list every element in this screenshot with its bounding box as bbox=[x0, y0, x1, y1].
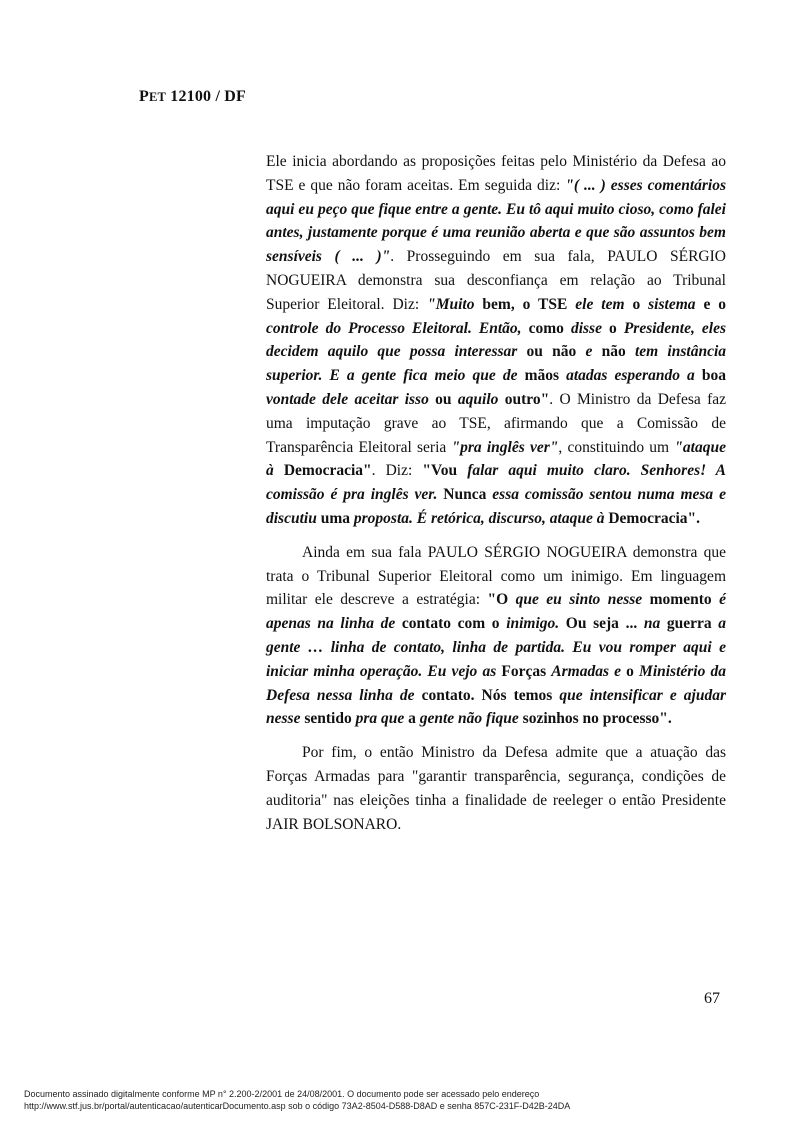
text-run: pra que bbox=[355, 710, 409, 728]
text-run: . O Ministro da Defesa faz uma imputação grave ao TSE, afirmando que a Comissão de Transparência Eleitoral seria bbox=[266, 390, 727, 456]
text-run: a gente … linha de contato, linha de partida. Eu vou romper aqui e iniciar minha operação. Eu vejo as bbox=[266, 615, 726, 680]
paragraph-2 bbox=[266, 541, 726, 731]
text-run: Ou seja ... bbox=[565, 615, 644, 633]
text-run: o bbox=[609, 319, 624, 337]
footer-line-2: http://www.stf.jus.br/portal/autenticacao/autenticarDocumento.asp sob o código 73A2-8504-D588-D8AD e senha 857C-231F-D42B-24DA bbox=[24, 1101, 571, 1111]
text-run: bem, o TSE bbox=[482, 295, 576, 313]
text-run: a bbox=[408, 710, 420, 728]
text-run: aquilo bbox=[457, 390, 505, 408]
text-run: contato com o bbox=[401, 615, 507, 633]
text-run: que eu sinto nesse bbox=[515, 591, 650, 609]
text-run: "Vou bbox=[422, 462, 468, 480]
text-run: sistema bbox=[648, 295, 704, 313]
text-run: na bbox=[643, 615, 667, 633]
text-run: sentido bbox=[304, 710, 356, 728]
text-run: controle do Processo Eleitoral. Então, bbox=[266, 319, 529, 337]
text-run: "pra inglês ver" bbox=[451, 438, 559, 456]
text-run: atadas esperando a bbox=[566, 367, 702, 385]
document-body bbox=[266, 150, 726, 836]
text-run: não bbox=[601, 343, 635, 361]
text-run: que intensificar e ajudar nesse bbox=[266, 686, 726, 728]
text-run: Democracia". bbox=[608, 509, 701, 527]
text-run: ele tem bbox=[575, 295, 633, 313]
paragraph-1 bbox=[266, 150, 726, 531]
text-run: mãos bbox=[524, 367, 567, 385]
case-header bbox=[139, 88, 246, 106]
text-run: "Muito bbox=[427, 295, 483, 313]
text-run: Presidente, eles decidem aquilo que possa interessar bbox=[266, 319, 727, 361]
text-run: Forças bbox=[501, 662, 552, 680]
text-run: , constituindo um bbox=[558, 438, 675, 456]
text-run: gente não fique bbox=[419, 710, 523, 728]
text-run: é apenas na linha de bbox=[266, 591, 726, 633]
text-run: contato. Nós temos bbox=[421, 686, 560, 704]
text-run: . Prosseguindo em sua fala, PAULO SÉRGIO NOGUEIRA demonstra sua desconfiança em relação ao Tribunal Superior Eleitoral. Diz: bbox=[266, 248, 726, 313]
text-run: Por fim, o então Ministro da Defesa admite que a atuação das Forças Armadas para "garantir transparência, segurança, condições de auditoria" nas eleições tinha a finalidade de reeleger o então Presidente JAIR BOLSONARO. bbox=[266, 744, 726, 833]
text-run: momento bbox=[649, 591, 720, 609]
text-run: Ministério da Defesa nessa linha de bbox=[266, 662, 727, 704]
text-run: boa bbox=[701, 367, 726, 385]
text-run: inimigo. bbox=[506, 615, 566, 633]
text-run: o bbox=[718, 295, 726, 313]
text-run: sozinhos no processo". bbox=[522, 710, 672, 728]
text-run: "ataque à bbox=[266, 438, 726, 480]
digital-signature-footer bbox=[24, 1088, 570, 1112]
text-run: como bbox=[528, 319, 571, 337]
text-run: disse bbox=[570, 319, 610, 337]
footer-line-1: Documento assinado digitalmente conforme MP n° 2.200-2/2001 de 24/08/2001. O documento pode ser acessado pelo endereço bbox=[24, 1089, 540, 1099]
case-prefix-rest: ET bbox=[148, 90, 167, 104]
text-run: proposta. É retórica, discurso, ataque à bbox=[353, 509, 609, 527]
text-run: uma bbox=[320, 509, 354, 527]
text-run: . Diz: bbox=[371, 462, 423, 480]
text-run: e bbox=[585, 343, 602, 361]
paragraph-3 bbox=[266, 741, 726, 836]
text-run: Armadas e bbox=[551, 662, 627, 680]
text-run: o bbox=[626, 662, 640, 680]
text-run: essa comissão sentou numa mesa e discutiu bbox=[266, 486, 726, 527]
text-run: falar aqui muito claro. Senhores! A comissão é pra inglês ver. bbox=[266, 462, 726, 504]
text-run: Ele inicia abordando as proposições feitas pelo Ministério da Defesa ao TSE e que não foram aceitas. Em seguida diz: bbox=[266, 153, 726, 194]
text-run: vontade dele aceitar isso bbox=[266, 390, 436, 408]
text-run: Democracia" bbox=[283, 462, 372, 480]
text-run: o bbox=[632, 295, 649, 313]
text-run: guerra bbox=[666, 615, 719, 633]
text-run: ou não bbox=[526, 343, 586, 361]
text-run: "( ... ) esses comentários aqui eu peço que fique entre a gente. Eu tô aqui muito cioso, como falei antes, justamente porque é uma reunião aberta e que são assuntos bem sensíveis ( ... )" bbox=[266, 176, 726, 266]
text-run: "O bbox=[487, 591, 516, 609]
text-run: Nunca bbox=[443, 486, 493, 504]
case-number: 12100 / DF bbox=[166, 88, 247, 105]
text-run: tem instância superior. E a gente fica meio que de bbox=[266, 343, 727, 385]
case-prefix-initial: P bbox=[139, 88, 149, 105]
text-run: outro" bbox=[504, 390, 550, 408]
text-run: Ainda em sua fala PAULO SÉRGIO NOGUEIRA demonstra que trata o Tribunal Superior Eleitoral como um inimigo. Em linguagem militar ele descreve a estratégia: bbox=[266, 543, 726, 609]
text-run: ou bbox=[435, 390, 458, 408]
page-number: 67 bbox=[704, 990, 720, 1007]
text-run: e bbox=[703, 295, 719, 313]
